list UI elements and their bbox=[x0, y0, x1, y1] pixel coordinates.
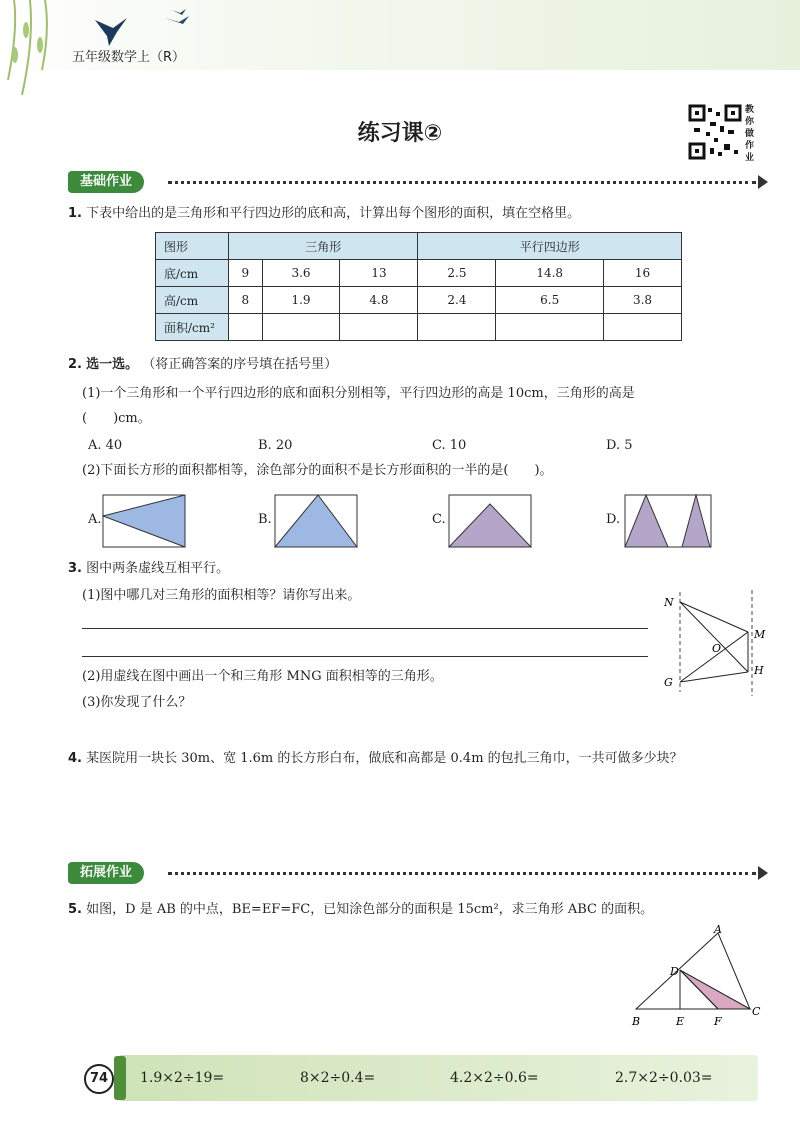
calc-item: 2.7×2÷0.03= bbox=[615, 1070, 713, 1086]
row-label-area: 面积/cm² bbox=[156, 314, 229, 341]
table-cell: 3.6 bbox=[262, 260, 340, 287]
table-cell: 13 bbox=[340, 260, 418, 287]
label-b: B bbox=[632, 1015, 641, 1028]
table-cell: 6.5 bbox=[496, 287, 604, 314]
answer-cell[interactable] bbox=[418, 314, 496, 341]
q2 bbox=[68, 356, 337, 374]
area-table bbox=[155, 232, 682, 341]
table-cell: 16 bbox=[603, 260, 681, 287]
answer-cell[interactable] bbox=[603, 314, 681, 341]
label-e: E bbox=[676, 1015, 685, 1028]
calc-item: 4.2×2÷0.6= bbox=[450, 1070, 539, 1086]
answer-cell[interactable] bbox=[262, 314, 340, 341]
table-row-height bbox=[156, 287, 682, 314]
q2-number: 2. bbox=[68, 357, 82, 372]
table-cell: 8 bbox=[229, 287, 263, 314]
label-f: F bbox=[714, 1015, 722, 1028]
page-number: 74 bbox=[84, 1064, 114, 1094]
section-extension bbox=[68, 862, 768, 884]
page-title: 练习课② bbox=[357, 121, 443, 146]
table-cell: 3.8 bbox=[603, 287, 681, 314]
q4-text: 某医院用一块长 30m、宽 1.6m 的长方形白布，做底和高都是 0.4m 的包扎三角巾，一共可做多少块？ bbox=[86, 751, 683, 766]
q5-text: 如图，D 是 AB 的中点，BE=EF=FC，已知涂色部分的面积是 15cm²，求三角形 ABC 的面积。 bbox=[86, 902, 654, 917]
q3 bbox=[68, 560, 229, 578]
row-label-base: 底/cm bbox=[156, 260, 229, 287]
section-basic-tag: 基础作业 bbox=[68, 171, 144, 193]
q1-text: 下表中给出的是三角形和平行四边形的底和高，计算出每个图形的面积，填在空格里。 bbox=[86, 206, 581, 221]
table-row-area bbox=[156, 314, 682, 341]
table-cell: 1.9 bbox=[262, 287, 340, 314]
grade-label: 五年级数学上（R） bbox=[72, 50, 186, 65]
q4-number: 4. bbox=[68, 751, 82, 766]
section-divider bbox=[168, 872, 756, 875]
q3-sub3: (3)你发现了什么？ bbox=[82, 695, 192, 710]
q1 bbox=[68, 205, 580, 223]
figure-d bbox=[624, 494, 712, 548]
label-c: C bbox=[752, 1005, 761, 1018]
q4 bbox=[68, 750, 683, 768]
label-h: H bbox=[754, 664, 764, 677]
q3-sub2: (2)用虚线在图中画出一个和三角形 MNG 面积相等的三角形。 bbox=[82, 669, 443, 684]
q2-note: （将正确答案的序号填在括号里） bbox=[142, 357, 338, 372]
figure-option-b[interactable]: B. bbox=[258, 512, 272, 527]
section-extension-tag: 拓展作业 bbox=[68, 862, 144, 884]
label-a: A bbox=[714, 925, 722, 936]
option-a[interactable]: A. 40 bbox=[88, 438, 123, 453]
table-group-triangle: 三角形 bbox=[229, 233, 418, 260]
triangle-abc-figure bbox=[628, 925, 768, 1033]
qr-code-icon[interactable] bbox=[688, 104, 742, 160]
table-col-header: 图形 bbox=[156, 233, 229, 260]
figure-option-c[interactable]: C. bbox=[432, 512, 446, 527]
q2-sub1-line2: ( )cm。 bbox=[82, 411, 151, 426]
footer-tab bbox=[114, 1056, 126, 1100]
table-cell: 9 bbox=[229, 260, 263, 287]
label-n: N bbox=[664, 596, 674, 609]
parallel-lines-figure bbox=[660, 588, 770, 700]
option-b[interactable]: B. 20 bbox=[258, 438, 293, 453]
answer-cell[interactable] bbox=[340, 314, 418, 341]
calc-item: 1.9×2÷19= bbox=[140, 1070, 225, 1086]
table-cell: 2.4 bbox=[418, 287, 496, 314]
figure-b bbox=[274, 494, 358, 548]
section-divider bbox=[168, 181, 756, 184]
section-basic bbox=[68, 171, 768, 193]
figure-c bbox=[448, 494, 532, 548]
figure-option-a[interactable]: A. bbox=[88, 512, 102, 527]
q5 bbox=[68, 901, 653, 919]
calc-item: 8×2÷0.4= bbox=[300, 1070, 376, 1086]
q3-number: 3. bbox=[68, 561, 82, 576]
q5-number: 5. bbox=[68, 902, 82, 917]
table-cell: 4.8 bbox=[340, 287, 418, 314]
qr-label: 教你做作业 bbox=[745, 105, 755, 163]
arrow-right-icon bbox=[758, 866, 768, 880]
q2-sub1-line1: (1)一个三角形和一个平行四边形的底和面积分别相等，平行四边形的高是 10cm，三角形的高是 bbox=[82, 386, 635, 401]
answer-cell[interactable] bbox=[496, 314, 604, 341]
arrow-right-icon bbox=[758, 175, 768, 189]
label-m: M bbox=[754, 628, 766, 641]
answer-cell[interactable] bbox=[229, 314, 263, 341]
label-o: O bbox=[712, 642, 722, 655]
table-row-base bbox=[156, 260, 682, 287]
row-label-height: 高/cm bbox=[156, 287, 229, 314]
option-c[interactable]: C. 10 bbox=[432, 438, 467, 453]
figure-option-d[interactable]: D. bbox=[606, 512, 621, 527]
table-cell: 14.8 bbox=[496, 260, 604, 287]
q1-number: 1. bbox=[68, 206, 82, 221]
table-cell: 2.5 bbox=[418, 260, 496, 287]
option-d[interactable]: D. 5 bbox=[606, 438, 633, 453]
label-d: D bbox=[670, 965, 679, 978]
q2-title: 选一选。 bbox=[86, 357, 139, 372]
answer-line[interactable] bbox=[82, 628, 648, 629]
table-group-parallelogram: 平行四边形 bbox=[418, 233, 682, 260]
figure-a bbox=[102, 494, 186, 548]
answer-line[interactable] bbox=[82, 656, 648, 657]
q3-sub1: (1)图中哪几对三角形的面积相等？请你写出来。 bbox=[82, 588, 361, 603]
label-g: G bbox=[664, 676, 673, 689]
q2-sub2: (2)下面长方形的面积都相等，涂色部分的面积不是长方形面积的一半的是( )。 bbox=[82, 463, 553, 478]
q3-text: 图中两条虚线互相平行。 bbox=[86, 561, 230, 576]
